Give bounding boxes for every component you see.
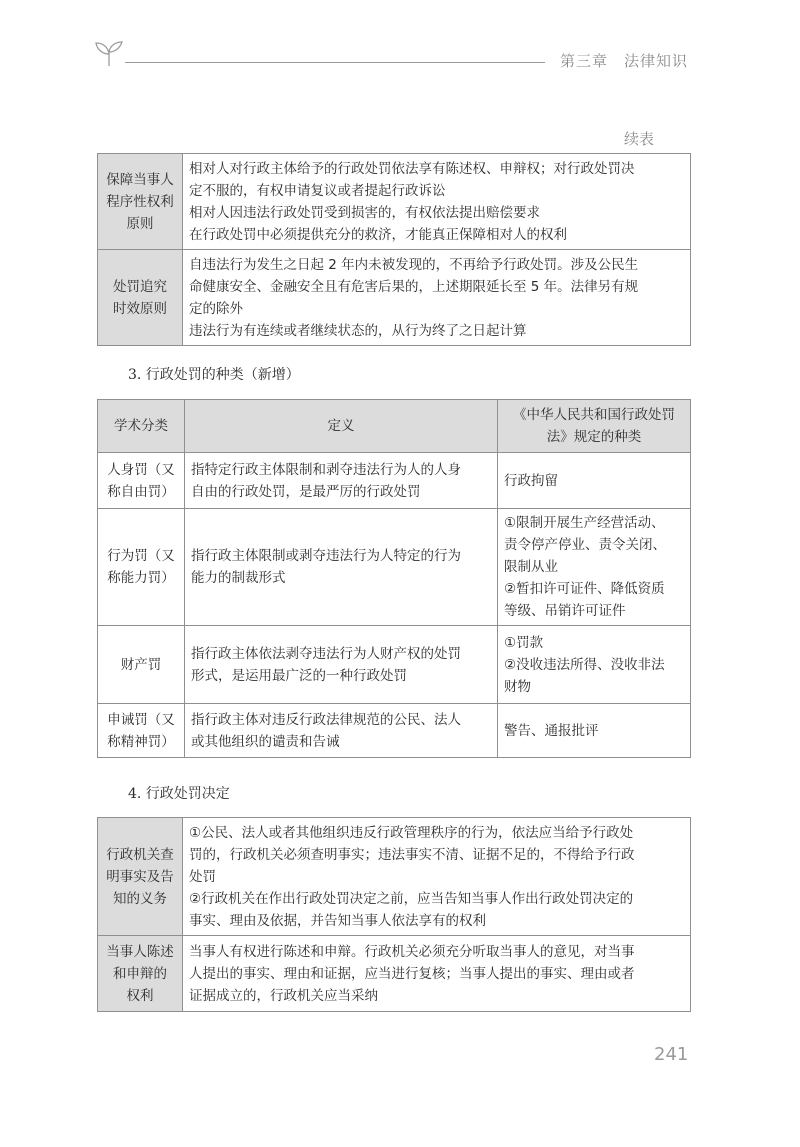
content-line: 自违法行为发生之日起 2 年内未被发现的，不再给予行政处罚。涉及公民生	[189, 256, 639, 273]
cell-line: 指行政主体限制或剥夺违法行为人特定的行为	[191, 548, 461, 564]
cell-line: 称自由罚）	[107, 483, 175, 500]
content-line: 在行政处罚中必须提供充分的救济，才能真正保障相对人的权利	[189, 226, 567, 243]
content-line: 处罚	[189, 868, 216, 885]
content-line: ②行政机关在作出行政处罚决定之前，应当告知当事人作出行政处罚决定的	[189, 890, 634, 907]
label-line: 保障当事人	[106, 171, 174, 188]
cell-line: 行政拘留	[504, 472, 558, 489]
table-row	[98, 626, 691, 704]
row-label	[98, 154, 183, 250]
label-line: 时效原则	[113, 300, 167, 317]
definition-cell	[185, 626, 498, 704]
cell-line: 指特定行政主体限制和剥夺违法行为人的人身	[191, 461, 461, 478]
content-line: 命健康安全、金融安全且有危害后果的，上述期限延长至 5 年。法律另有规	[189, 278, 639, 295]
cell-line: 人身罚（又	[107, 461, 175, 478]
content-line: 当事人有权进行陈述和申辩。行政机关必须充分听取当事人的意见，对当事	[189, 943, 635, 960]
cell-line: 等级、吊销许可证件	[504, 603, 626, 619]
table-header-row	[98, 400, 691, 453]
cell-line: ②没收违法所得、没收非法	[504, 656, 665, 673]
content-line: 人提出的事实、理由和证据，应当进行复核；当事人提出的事实、理由或者	[189, 965, 635, 982]
label-line: 和申辩的	[113, 965, 167, 982]
row-label	[98, 936, 183, 1012]
table-row	[98, 704, 691, 758]
label-line: 处罚追究	[113, 278, 167, 295]
label-line: 当事人陈述	[106, 943, 174, 960]
content-line: 相对人对行政主体给予的行政处罚依法享有陈述权、申辩权；对行政处罚决	[189, 160, 635, 177]
cell-line: ①罚款	[504, 634, 544, 651]
legal-types-cell	[498, 509, 691, 626]
label-line: 知的义务	[113, 890, 167, 907]
label-line: 程序性权利	[106, 193, 174, 210]
definition-cell	[185, 704, 498, 758]
table-row	[98, 936, 691, 1012]
cell-line: 财产罚	[120, 656, 162, 673]
cell-line: 形式，是运用最广泛的一种行政处罚	[191, 667, 407, 684]
col-header-definition: 定义	[185, 400, 498, 453]
cell-line: 警告、通报批评	[504, 722, 599, 739]
definition-cell	[185, 453, 498, 509]
row-content	[183, 818, 691, 936]
cell-line: 称精神罚）	[107, 733, 175, 750]
cell-line: 自由的行政处罚，是最严厉的行政处罚	[191, 483, 421, 500]
table-row	[98, 509, 691, 626]
category-cell	[98, 626, 185, 704]
table-row	[98, 453, 691, 509]
cell-line: 或其他组织的谴责和告诫	[191, 733, 340, 750]
sprout-icon	[92, 40, 126, 68]
chapter-title: 第三章 法律知识	[560, 52, 689, 70]
cell-line: 指行政主体依法剥夺违法行为人财产权的处罚	[191, 645, 461, 662]
cell-line: 能力的制裁形式	[191, 570, 286, 586]
header-rule	[125, 62, 545, 63]
cell-line: 限制从业	[504, 559, 558, 575]
cell-line: ②暂扣许可证件、降低资质	[504, 581, 665, 597]
cell-line: 财物	[504, 678, 531, 695]
content-line: 事实、理由及依据，并告知当事人依法享有的权利	[189, 912, 486, 929]
legal-types-cell	[498, 704, 691, 758]
cell-line: ①限制开展生产经营活动、	[504, 515, 665, 531]
cell-line: 申诫罚（又	[107, 711, 175, 728]
definition-cell	[185, 509, 498, 626]
page-number: 241	[654, 1044, 689, 1065]
content-line: 罚的，行政机关必须查明事实；违法事实不清、证据不足的，不得给予行政	[189, 846, 635, 863]
table-row	[98, 250, 691, 346]
cell-line: 指行政主体对违反行政法律规范的公民、法人	[191, 711, 461, 728]
legal-types-cell	[498, 626, 691, 704]
decision-table	[97, 817, 691, 1012]
row-content	[183, 936, 691, 1012]
label-line: 权利	[126, 987, 154, 1004]
category-cell	[98, 509, 185, 626]
header-line: 法》规定的种类	[546, 429, 642, 445]
table-row	[98, 818, 691, 936]
label-line: 明事实及告	[106, 868, 174, 885]
header-line: 《中华人民共和国行政处罚	[513, 407, 675, 423]
content-line: 违法行为有连续或者继续状态的，从行为终了之日起计算	[189, 322, 527, 339]
label-line: 行政机关查	[106, 846, 174, 863]
penalty-types-table	[97, 399, 691, 758]
continued-label: 续表	[624, 130, 655, 148]
cell-line: 责令停产停业、责令关闭、	[504, 537, 666, 553]
table-row	[98, 154, 691, 250]
section-heading-4: 4. 行政处罚决定	[128, 786, 230, 802]
col-header-category: 学术分类	[98, 400, 185, 453]
content-line: 定不服的，有权申请复议或者提起行政诉讼	[189, 182, 446, 199]
cell-line: 行为罚（又	[107, 548, 175, 564]
cell-line: 称能力罚）	[107, 570, 175, 586]
section-heading-3: 3. 行政处罚的种类（新增）	[128, 367, 300, 383]
category-cell	[98, 453, 185, 509]
principles-table	[97, 153, 691, 346]
legal-types-cell	[498, 453, 691, 509]
label-line: 原则	[126, 215, 154, 232]
category-cell	[98, 704, 185, 758]
content-line: 定的除外	[189, 300, 243, 317]
row-content	[183, 250, 691, 346]
content-line: ①公民、法人或者其他组织违反行政管理秩序的行为，依法应当给予行政处	[189, 824, 634, 841]
col-header-legal-types	[498, 400, 691, 453]
content-line: 证据成立的，行政机关应当采纳	[189, 987, 378, 1004]
row-label	[98, 818, 183, 936]
row-content	[183, 154, 691, 250]
row-label	[98, 250, 183, 346]
content-line: 相对人因违法行政处罚受到损害的，有权依法提出赔偿要求	[189, 204, 540, 221]
